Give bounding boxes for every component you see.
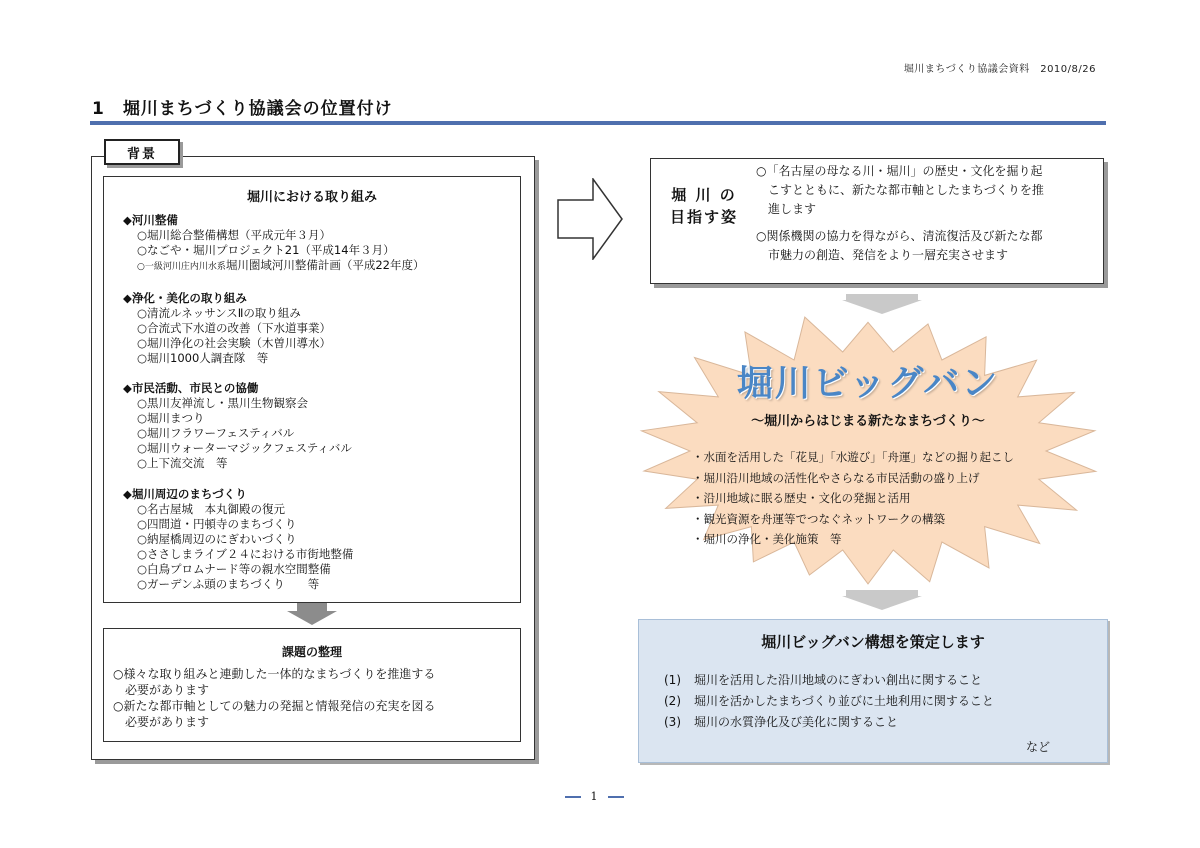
list-item: ・堀川沿川地域の活性化やさらなる市民活動の盛り上げ (692, 470, 980, 485)
page-number (560, 790, 628, 803)
list-item (664, 691, 994, 712)
list-item: ○四間道・円頓寺のまちづくり (137, 517, 297, 531)
list-item: ・水面を活用した「花見」「水遊び」「舟運」などの掘り起こし (692, 450, 1014, 464)
bigbang-list (692, 447, 1014, 550)
goal-line: 進します (768, 202, 817, 216)
goal-line: 市魅力の創造、発信をより一層充実させます (768, 248, 1009, 262)
list-item: ○清流ルネッサンスⅡの取り組み (137, 306, 301, 320)
list-item: ○名古屋城 本丸御殿の復元 (137, 502, 286, 516)
list-item: ○ささしまライブ２４における市街地整備 (137, 547, 354, 561)
issue-line: 必要があります (125, 715, 210, 729)
section-surrounding-development (123, 487, 353, 592)
goal-label-line: 堀 川 の (671, 186, 737, 204)
list-item: ○合流式下水道の改善（下水道事業） (137, 321, 332, 335)
list-item: ○納屋橋周辺のにぎわいづくり (137, 532, 297, 546)
dash-decoration (565, 796, 581, 798)
goal-label (664, 184, 744, 228)
list-item: ○黒川友禅流し・黒川生物観察会 (137, 396, 309, 410)
list-item: ○ガーデンふ頭のまちづくり 等 (137, 577, 320, 591)
efforts-title: 堀川における取り組み (246, 190, 377, 205)
down-arrow-icon (287, 603, 337, 625)
list-item: ○堀川1000人調査隊 等 (137, 351, 269, 365)
list-item: ○堀川浄化の社会実験（木曽川導水） (137, 336, 332, 350)
background-tab: 背景 (104, 139, 180, 165)
strategy-etc: など (1026, 740, 1051, 754)
right-arrow-icon (557, 178, 623, 260)
strategy-list (664, 670, 994, 733)
bigbang-title: 堀川ビッグバン (736, 363, 1000, 404)
list-item: ・沿川地域に眠る歴史・文化の発掘と活用 (692, 491, 911, 505)
page-title: 1 堀川まちづくり協議会の位置付け (92, 99, 393, 119)
list-item: ・堀川の浄化・美化施策 等 (692, 532, 842, 546)
issue-line: 必要があります (125, 683, 210, 697)
goal-body (756, 162, 1102, 265)
section-heading: ◆堀川周辺のまちづくり (123, 487, 247, 501)
section-citizen-activities (123, 381, 352, 471)
section-heading: ◆河川整備 (123, 213, 178, 227)
issue-line: ○様々な取り組みと連動した一体的なまちづくりを推進する (113, 667, 436, 681)
page-number-text: 1 (590, 790, 598, 803)
list-item: ○堀川まつり (137, 411, 205, 425)
item-number: (1) (664, 673, 681, 687)
section-heading: ◆市民活動、市民との協働 (123, 381, 259, 395)
goal-line: こすとともに、新たな都市軸としたまちづくりを推 (768, 183, 1044, 197)
issues-body (113, 666, 513, 730)
list-item: ○白鳥プロムナード等の親水空間整備 (137, 562, 331, 576)
document-meta: 堀川まちづくり協議会資料 2010/8/26 (903, 64, 1096, 75)
section-river-improvement (123, 213, 425, 275)
list-item-text: 堀川圏域河川整備計画（平成22年度） (225, 258, 425, 272)
bigbang-subtitle: ～堀川からはじまる新たなまちづくり～ (751, 414, 985, 429)
title-rule (90, 121, 1106, 125)
section-heading: ◆浄化・美化の取り組み (123, 291, 247, 305)
list-item: ○堀川ウォーターマジックフェスティバル (137, 441, 352, 455)
down-arrow-icon (842, 590, 922, 610)
section-purification (123, 291, 331, 366)
list-item (664, 712, 994, 733)
item-number: (3) (664, 715, 681, 729)
list-item: ・観光資源を舟運等でつなぐネットワークの構築 (692, 511, 945, 526)
list-item: ○上下流交流 等 (137, 456, 228, 470)
goal-line: ○「名古屋の母なる川・堀川」の歴史・文化を掘り起 (756, 164, 1043, 178)
list-item (664, 670, 994, 691)
strategy-title: 堀川ビッグバン構想を策定します (761, 633, 985, 651)
goal-label-line: 目指す姿 (669, 208, 738, 226)
goal-line: ○関係機関の協力を得ながら、清流復活及び新たな都 (756, 229, 1043, 243)
list-item: ○堀川フラワーフェスティバル (137, 426, 295, 440)
list-item-prefix: ○一級河川庄内川水系 (137, 262, 226, 272)
issue-line: ○新たな都市軸としての魅力の発掘と情報発信の充実を図る (113, 699, 436, 713)
item-text: 堀川を活用した沿川地域のにぎわい創出に関すること (694, 673, 983, 687)
item-number: (2) (664, 694, 681, 708)
goal-gap (756, 219, 1102, 227)
list-item: ○堀川総合整備構想（平成元年３月） (137, 228, 332, 242)
dash-decoration (608, 796, 624, 798)
list-item: ○なごや・堀川プロジェクト21（平成14年３月） (137, 243, 395, 257)
item-text: 堀川を活かしたまちづくり並びに土地利用に関すること (694, 694, 994, 708)
issues-title: 課題の整理 (281, 645, 342, 659)
item-text: 堀川の水質浄化及び美化に関すること (694, 715, 899, 729)
list-item (123, 258, 425, 275)
